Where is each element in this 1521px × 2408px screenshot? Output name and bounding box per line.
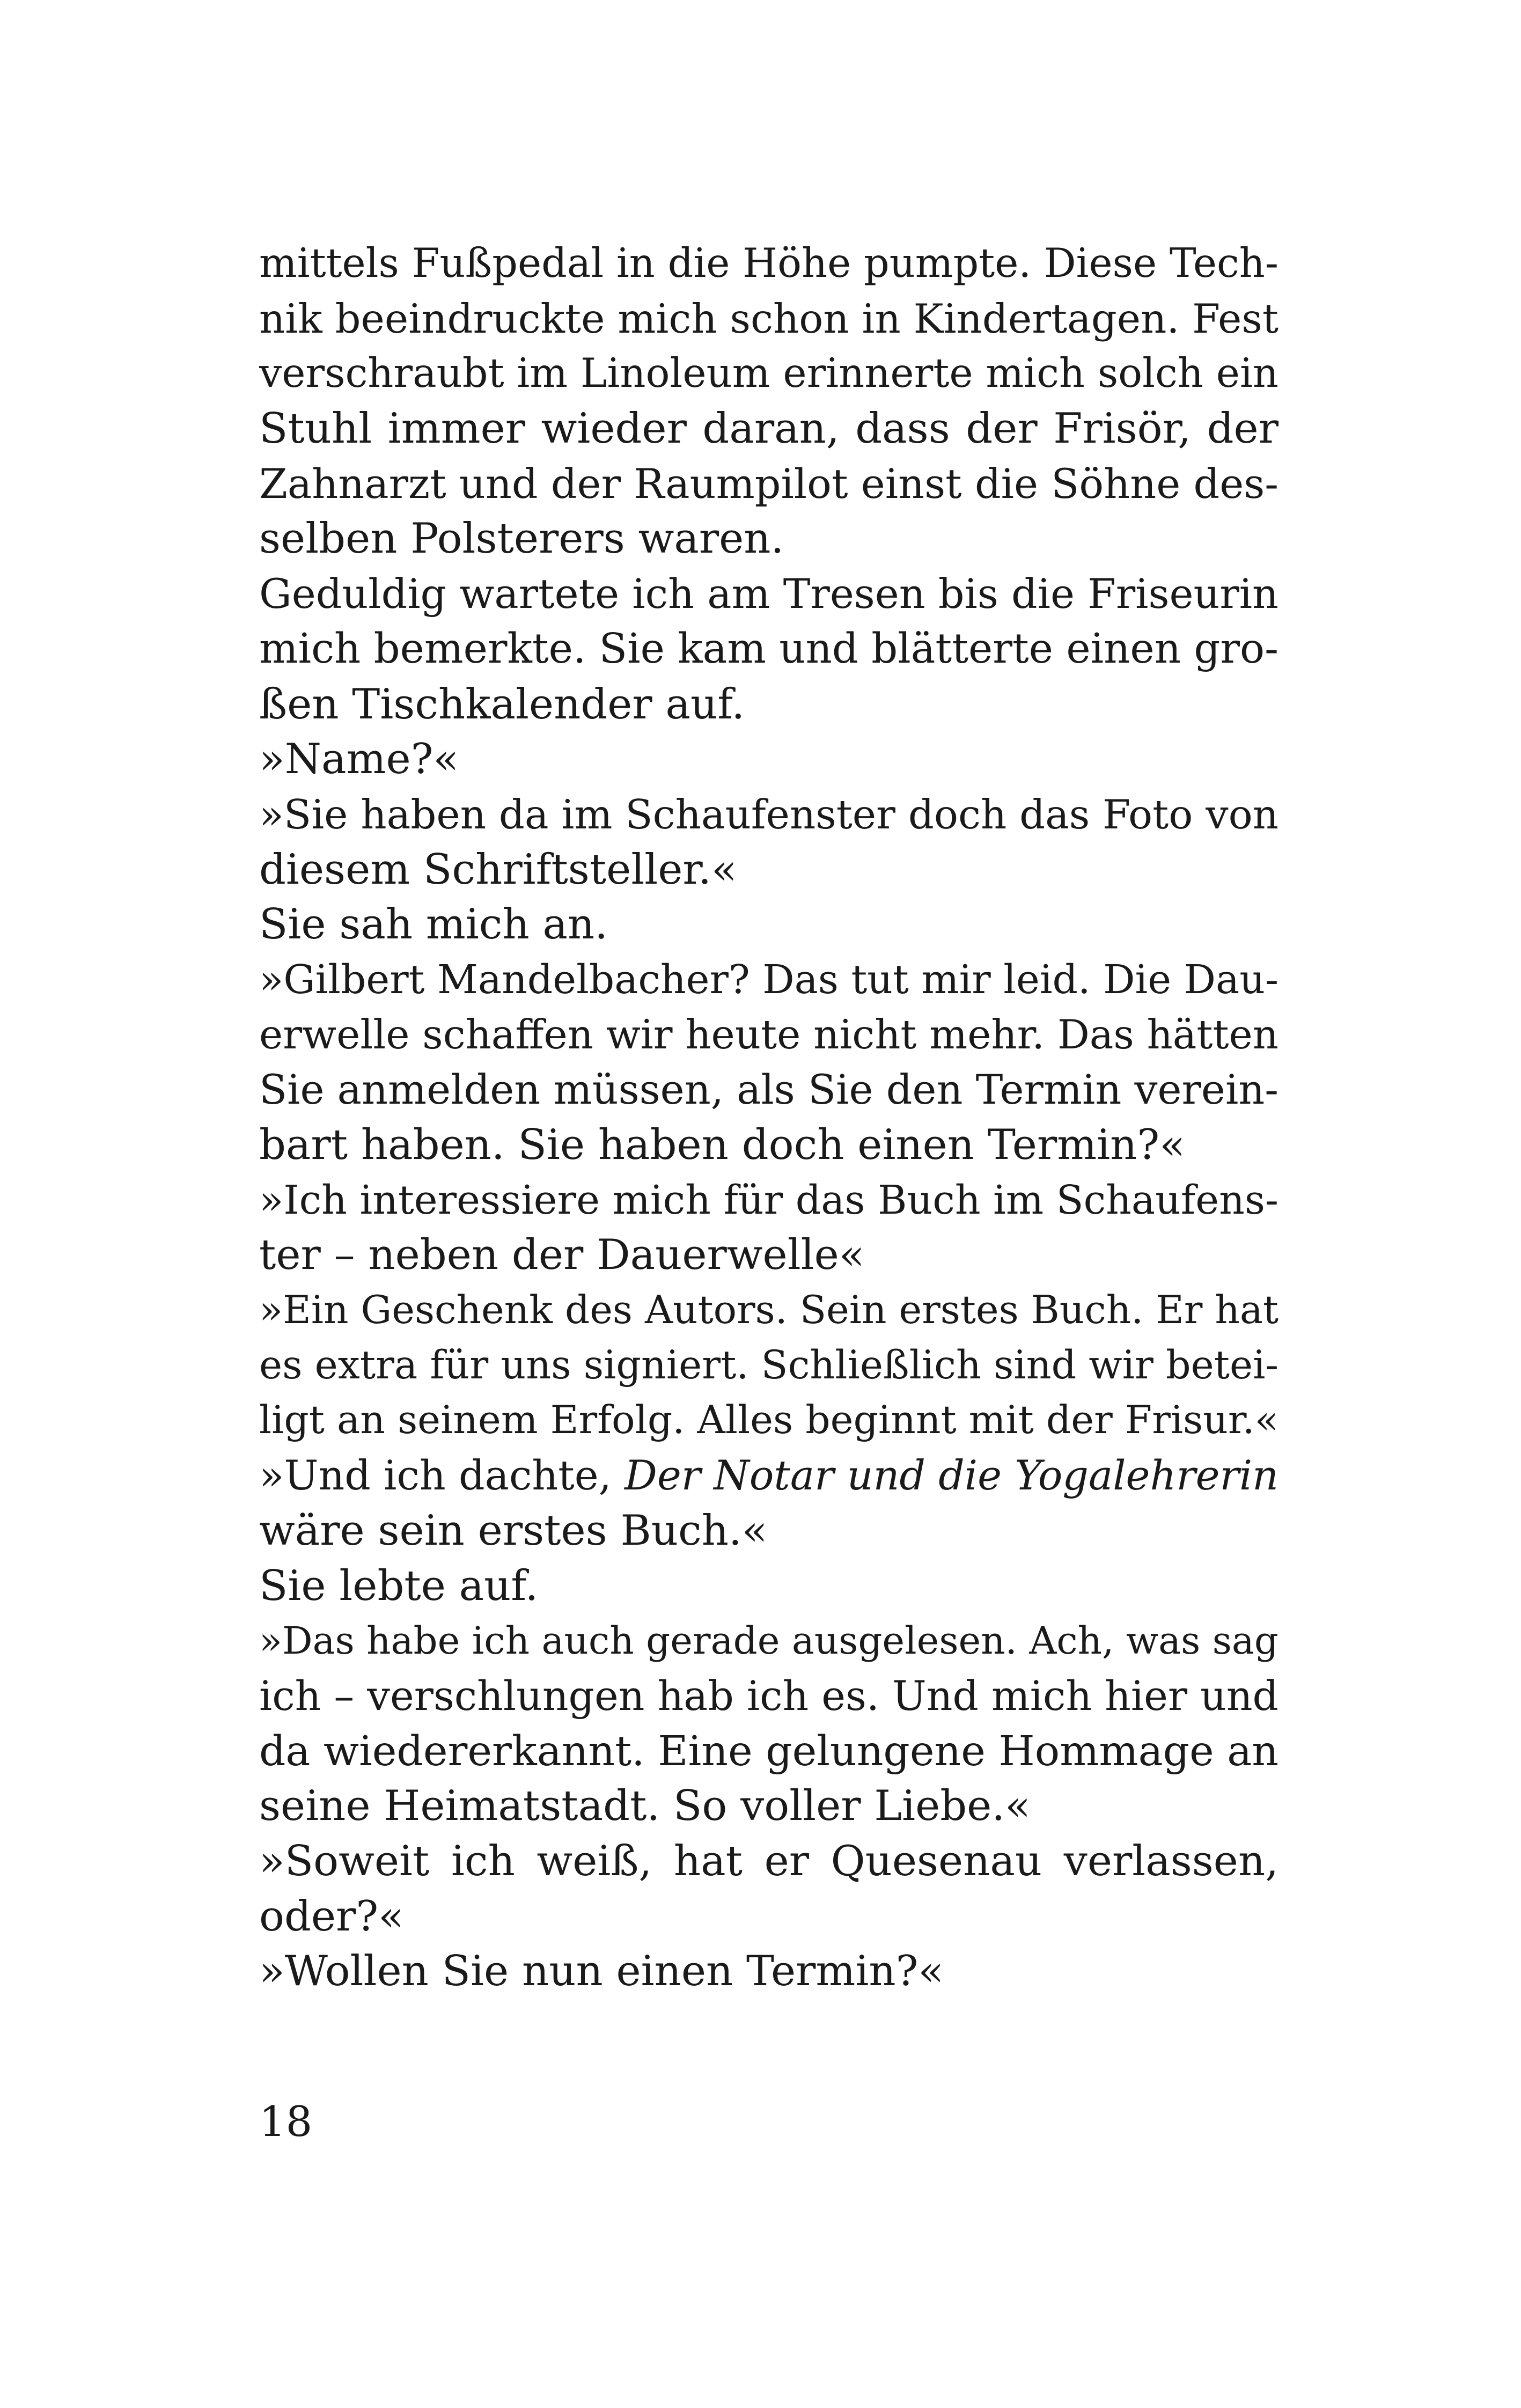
text-line bbox=[259, 952, 1278, 1008]
text-line bbox=[259, 1779, 1278, 1834]
line-text: diesem Schriftsteller.« bbox=[259, 845, 737, 894]
line-text: Geduldig wartete ich am Tresen bis die Friseurin bbox=[259, 570, 1278, 618]
text-line bbox=[259, 1283, 1278, 1338]
line-text: »Ein Geschenk des Autors. Sein erstes Buch. Er hat bbox=[259, 1288, 1278, 1333]
text-line bbox=[259, 236, 1278, 291]
line-text: »Ich interessiere mich für das Buch im Schaufens- bbox=[259, 1177, 1278, 1223]
text-line bbox=[259, 1448, 1278, 1503]
text-line bbox=[259, 677, 1278, 732]
line-text: »Wollen Sie nun einen Termin?« bbox=[259, 1947, 944, 1996]
text-line bbox=[259, 787, 1278, 842]
line-text: ter – neben der Dauerwelle« bbox=[259, 1231, 865, 1280]
book-title: Der Notar und die Yogalehrerin bbox=[624, 1452, 1278, 1500]
line-text: »Und ich dachte, bbox=[259, 1452, 624, 1500]
page-number: 18 bbox=[259, 2098, 313, 2146]
line-text: Stuhl immer wieder daran, dass der Frisör, der bbox=[259, 405, 1278, 453]
line-text: verschraubt im Linoleum erinnerte mich solch ein bbox=[259, 350, 1278, 397]
text-line bbox=[259, 1889, 1278, 1944]
text-line bbox=[259, 1062, 1278, 1118]
line-text: selben Polsterers waren. bbox=[259, 515, 784, 563]
line-text: ich – verschlungen hab ich es. Und mich hier und bbox=[259, 1672, 1278, 1720]
text-line bbox=[259, 842, 1278, 898]
line-text: Sie sah mich an. bbox=[259, 900, 608, 949]
text-line bbox=[259, 732, 1278, 787]
line-text: »Name?« bbox=[259, 735, 459, 784]
text-line bbox=[259, 1008, 1278, 1063]
text-line bbox=[259, 1944, 1278, 1999]
text-line bbox=[259, 1669, 1278, 1724]
line-text: wäre sein erstes Buch.« bbox=[259, 1506, 768, 1555]
line-text: oder?« bbox=[259, 1892, 404, 1941]
line-text: seine Heimatstadt. So voller Liebe.« bbox=[259, 1782, 1031, 1831]
text-line bbox=[259, 401, 1278, 457]
line-text: »Gilbert Mandelbacher? Das tut mir leid. Die Dau- bbox=[259, 956, 1278, 1003]
line-text: »Sie haben da im Schaufenster doch das Foto von bbox=[259, 790, 1278, 838]
body-text bbox=[259, 236, 1278, 1999]
line-text: »Soweit ich weiß, hat er Quesenau verlassen, bbox=[259, 1837, 1278, 1885]
line-text: Zahnarzt und der Raumpilot einst die Söhne des- bbox=[259, 459, 1278, 508]
text-line bbox=[259, 457, 1278, 512]
line-text: mich bemerkte. Sie kam und blätterte einen gro- bbox=[259, 625, 1278, 673]
line-text: ligt an seinem Erfolg. Alles beginnt mit der Frisur.« bbox=[259, 1398, 1278, 1443]
text-line bbox=[259, 1613, 1278, 1669]
text-line bbox=[259, 1559, 1278, 1614]
text-line bbox=[259, 567, 1278, 622]
line-text: Sie lebte auf. bbox=[259, 1561, 539, 1610]
text-line bbox=[259, 1118, 1278, 1173]
line-text: ßen Tischkalender auf. bbox=[259, 680, 745, 729]
text-line bbox=[259, 511, 1278, 567]
text-line bbox=[259, 1834, 1278, 1889]
line-text: da wiedererkannt. Eine gelungene Hommage an bbox=[259, 1727, 1278, 1775]
text-line bbox=[259, 1503, 1278, 1559]
text-line bbox=[259, 346, 1278, 401]
line-text: Sie anmelden müssen, als Sie den Termin verein- bbox=[259, 1066, 1278, 1114]
text-line bbox=[259, 1173, 1278, 1228]
text-line bbox=[259, 622, 1278, 677]
text-line bbox=[259, 291, 1278, 347]
text-line bbox=[259, 1724, 1278, 1779]
line-text: nik beeindruckte mich schon in Kindertagen. Fest bbox=[259, 295, 1278, 342]
text-line bbox=[259, 897, 1278, 952]
line-text: mittels Fußpedal in die Höhe pumpte. Diese Tech- bbox=[259, 240, 1278, 287]
line-text: bart haben. Sie haben doch einen Termin?« bbox=[259, 1121, 1185, 1169]
text-line bbox=[259, 1338, 1278, 1393]
text-line bbox=[259, 1393, 1278, 1448]
line-text: »Das habe ich auch gerade ausgelesen. Ach, was sag bbox=[259, 1619, 1278, 1663]
line-text: es extra für uns signiert. Schließlich sind wir betei- bbox=[259, 1342, 1278, 1388]
line-text: erwelle schaffen wir heute nicht mehr. Das hätten bbox=[259, 1011, 1278, 1058]
text-line bbox=[259, 1228, 1278, 1283]
